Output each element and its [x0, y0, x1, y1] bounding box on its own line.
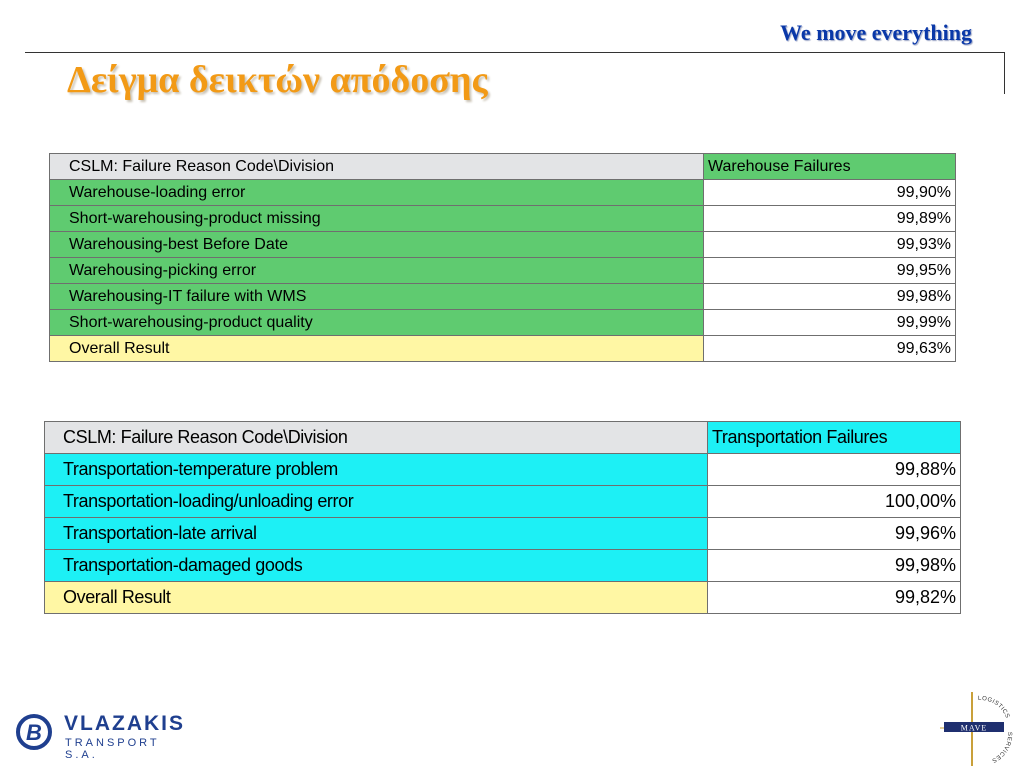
row-value: 99,89%: [704, 206, 956, 232]
row-label: Warehousing-picking error: [50, 258, 704, 284]
warehouse-failures-table: [49, 153, 956, 362]
row-value: 99,95%: [704, 258, 956, 284]
column-header-transportation-failures: Transportation Failures: [708, 422, 961, 454]
svg-text:SERVICES: [990, 732, 1012, 763]
overall-result-row: [45, 582, 961, 614]
mave-logistics-icon: [938, 690, 1018, 768]
row-value: 99,99%: [704, 310, 956, 336]
table-header-row: [50, 154, 956, 180]
tagline: We move everything: [780, 20, 972, 45]
row-value: 99,98%: [708, 550, 961, 582]
table-row: [50, 206, 956, 232]
emblem-letter: B: [26, 720, 42, 745]
table-row: [50, 284, 956, 310]
table-row: [50, 310, 956, 336]
row-label: Warehousing-best Before Date: [50, 232, 704, 258]
overall-result-label: Overall Result: [50, 336, 704, 362]
table-row: [50, 180, 956, 206]
row-value: 99,90%: [704, 180, 956, 206]
transportation-failures-table: [44, 421, 961, 614]
row-value: 100,00%: [708, 486, 961, 518]
svg-text:LOGISTICS: [978, 696, 1010, 720]
mave-name: MAVE: [960, 723, 988, 733]
table-row: [45, 550, 961, 582]
column-header-warehouse-failures: Warehouse Failures: [704, 154, 956, 180]
overall-result-row: [50, 336, 956, 362]
vlazakis-emblem-icon: [14, 710, 60, 756]
row-label: Transportation-loading/unloading error: [45, 486, 708, 518]
overall-result-value: 99,82%: [708, 582, 961, 614]
table-row: [50, 258, 956, 284]
row-label: Warehousing-IT failure with WMS: [50, 284, 704, 310]
row-value: 99,98%: [704, 284, 956, 310]
row-value: 99,93%: [704, 232, 956, 258]
row-label: Short-warehousing-product quality: [50, 310, 704, 336]
row-label: Transportation-temperature problem: [45, 454, 708, 486]
mave-bottom-text: SERVICES: [990, 731, 1013, 764]
table-row: [50, 232, 956, 258]
vlazakis-logo: [14, 710, 185, 761]
header-divider-vertical: [1004, 52, 1005, 94]
row-value: 99,88%: [708, 454, 961, 486]
row-label: Short-warehousing-product missing: [50, 206, 704, 232]
header-label-cell: CSLM: Failure Reason Code\Division: [50, 154, 704, 180]
header-label-cell: CSLM: Failure Reason Code\Division: [45, 422, 708, 454]
overall-result-label: Overall Result: [45, 582, 708, 614]
header-divider: [25, 52, 1005, 53]
table-row: [45, 486, 961, 518]
page-title: Δείγμα δεικτών απόδοσης: [67, 59, 488, 101]
logo-name: VLAZAKIS: [64, 712, 185, 735]
mave-logo: [938, 690, 1018, 773]
logo-subtitle: TRANSPORT S.A.: [65, 737, 160, 761]
table-row: [45, 518, 961, 550]
mave-top-text: LOGISTICS: [977, 695, 1011, 720]
row-value: 99,96%: [708, 518, 961, 550]
table-row: [45, 454, 961, 486]
row-label: Transportation-damaged goods: [45, 550, 708, 582]
table-header-row: [45, 422, 961, 454]
row-label: Transportation-late arrival: [45, 518, 708, 550]
row-label: Warehouse-loading error: [50, 180, 704, 206]
overall-result-value: 99,63%: [704, 336, 956, 362]
